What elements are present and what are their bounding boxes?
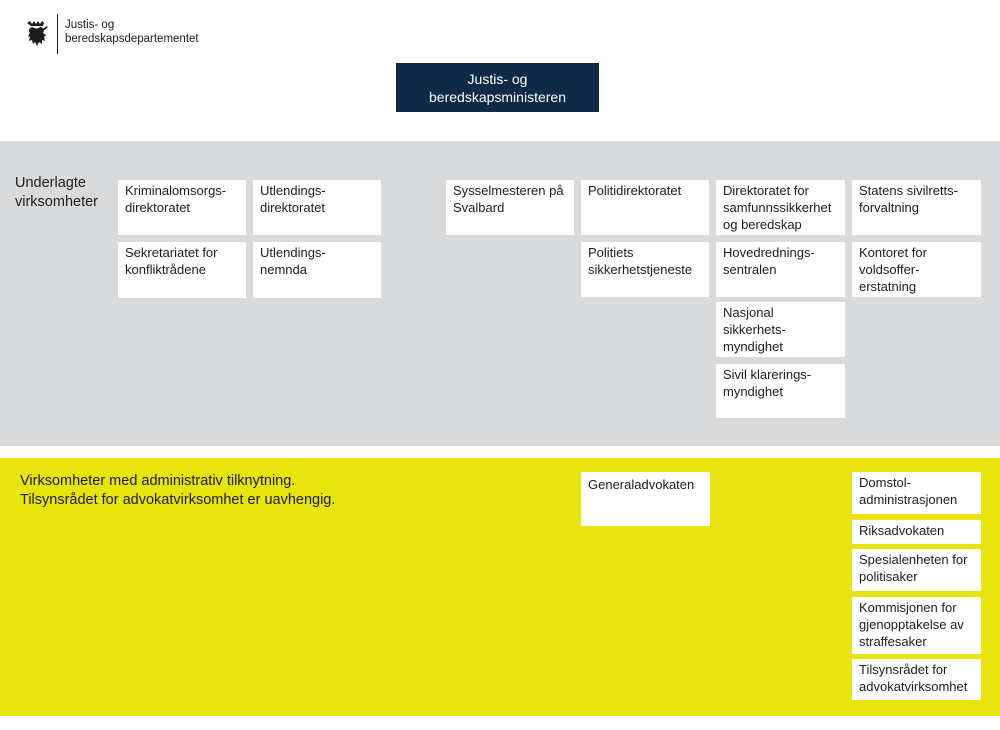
unit-sysselmesteren-pa-svalbard: Sysselmesteren på Svalbard (446, 180, 574, 235)
unit-spesialenheten-for-politisaker: Spesialenheten for politisaker (852, 549, 981, 591)
unit-kriminalomsorgsdirektoratet: Kriminalomsorgs- direktoratet (118, 180, 246, 235)
unit-statens-sivilrettsforvaltning: Statens sivilretts- forvaltning (852, 180, 981, 235)
unit-riksadvokaten: Riksadvokaten (852, 520, 981, 544)
department-name: Justis- og beredskapsdepartementet (65, 19, 199, 45)
unit-politiets-sikkerhetstjeneste: Politiets sikkerhetstjeneste (581, 242, 709, 297)
unit-utlendingsdirektoratet: Utlendings- direktoratet (253, 180, 381, 235)
administrativ-label: Virksomheter med administrativ tilknytning. Tilsynsrådet for advokatvirksomhet er uavhengig. (20, 473, 336, 508)
unit-kommisjonen-for-gjenopptakelse: Kommisjonen for gjenopptakelse av straffesaker (852, 597, 981, 654)
minister-box: Justis- og beredskapsministeren (396, 63, 599, 112)
logo-divider (57, 14, 58, 54)
unit-politidirektoratet: Politidirektoratet (581, 180, 709, 235)
unit-domstoladministrasjonen: Domstol- administrasjonen (852, 472, 981, 514)
unit-hovedredningssentralen: Hovedrednings- sentralen (716, 242, 845, 297)
unit-tilsynsradet-for-advokatvirksomhet: Tilsynsrådet for advokatvirksomhet (852, 659, 981, 700)
underlagte-label: Underlagte virksomheter (15, 175, 98, 210)
unit-nasjonal-sikkerhetsmyndighet: Nasjonal sikkerhets- myndighet (716, 302, 845, 357)
unit-utlendingsnemnda: Utlendings- nemnda (253, 242, 381, 298)
unit-kontoret-for-voldsoffererstatning: Kontoret for voldsoffer- erstatning (852, 242, 981, 297)
unit-generaladvokaten: Generaladvokaten (581, 472, 710, 526)
norwegian-lion-coat-of-arms-icon (24, 20, 50, 48)
unit-sivil-klareringsmyndighet: Sivil klarerings- myndighet (716, 364, 845, 418)
unit-sekretariatet-for-konfliktradene: Sekretariatet for konfliktrådene (118, 242, 246, 298)
unit-direktoratet-for-samfunnssikkerhet: Direktoratet for samfunnssikkerhet og beredskap (716, 180, 845, 235)
